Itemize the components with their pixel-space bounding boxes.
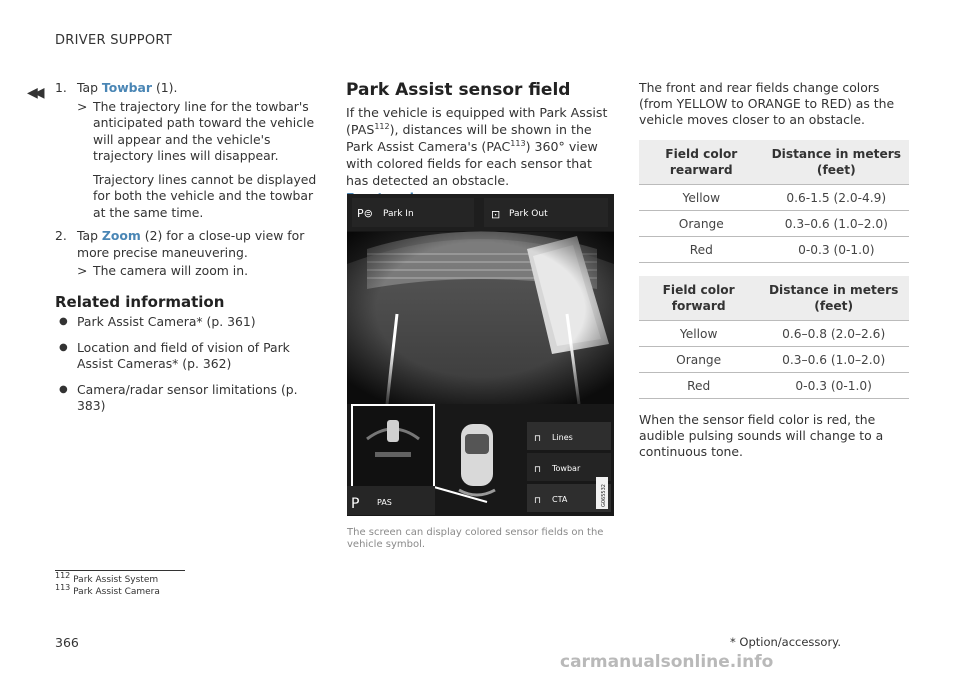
camera-screen-figure — [347, 194, 614, 516]
related-information-heading: Related information — [55, 292, 225, 311]
related-link-park-assist-camera[interactable]: ● Park Assist Camera* (p. 361) — [59, 314, 256, 329]
section-heading: Park Assist sensor field — [346, 80, 571, 100]
intro-paragraph: If the vehicle is equipped with Park Assist (PAS$^{112}$), distances will be shown in the Park Assist Camera's (PAC$^{113}$) 360° view with colored fields for each sensor that has detected an obstacle. — [346, 105, 608, 188]
related-link-sensor-limitations[interactable]: ● Camera/radar sensor limitations (p. 383) — [59, 381, 298, 413]
lines-button: Lines — [552, 433, 573, 442]
table-header: Distance in meters (feet) — [758, 276, 909, 321]
park-in-button: Park In — [383, 209, 414, 219]
middle-column — [346, 80, 616, 205]
pas-button: PAS — [377, 498, 392, 507]
page-number: 366 — [55, 635, 79, 650]
table-row: Red 0-0.3 (0-1.0) — [639, 373, 909, 399]
park-out-button: Park Out — [509, 209, 548, 219]
related-link-location-field-of-vision[interactable]: ● Location and field of vision of Park Assist Cameras* (p. 362) — [59, 339, 290, 371]
step-2: 2. Tap Zoom (2) for a close-up view for more precise maneuvering. > The camera will zoom in. — [55, 228, 323, 280]
left-column — [55, 80, 323, 424]
table-row: Yellow 0.6–0.8 (2.0–2.6) — [639, 321, 909, 347]
table-row: Orange 0.3–0.6 (1.0–2.0) — [639, 347, 909, 373]
towbar-link[interactable]: Towbar — [101, 80, 153, 95]
step-2-result: > The camera will zoom in. — [77, 263, 249, 278]
table-header: Field color rearward — [639, 140, 764, 185]
figure-caption-wrap — [347, 521, 607, 551]
table-row: Yellow 0.6-1.5 (2.0-4.9) — [639, 185, 909, 211]
table-row: Red 0-0.3 (0-1.0) — [639, 237, 909, 263]
figure-code: G065532 — [601, 484, 607, 507]
pas-icon: P — [351, 496, 360, 512]
towbar-button: Towbar — [552, 464, 581, 473]
figure-caption: The screen can display colored sensor fields on the vehicle symbol. — [347, 527, 604, 550]
footnote-112: $^{112}$ Park Assist System — [55, 571, 159, 585]
cta-icon: ⊓ — [534, 496, 542, 506]
right-column — [639, 80, 909, 460]
section-title: DRIVER SUPPORT — [55, 33, 173, 48]
footnote-rule — [55, 570, 185, 571]
table-header: Distance in meters (feet) — [764, 140, 909, 185]
step-1-note: Trajectory lines cannot be displayed for both the vehicle and the towbar at the same time. — [93, 171, 317, 220]
table-row: Orange 0.3–0.6 (1.0–2.0) — [639, 211, 909, 237]
double-left-arrow-icon[interactable]: ◀◀ — [27, 85, 41, 101]
park-out-icon: ⊡ — [491, 208, 501, 221]
cta-button: CTA — [552, 495, 568, 504]
continuous-tone-note: When the sensor field color is red, the audible pulsing sounds will change to a continuous tone. — [639, 412, 884, 459]
forward-distance-table — [639, 276, 909, 399]
option-accessory-note: * Option/accessory. — [730, 635, 841, 649]
rearward-distance-table — [639, 140, 909, 263]
colors-intro: The front and rear fields change colors (from YELLOW to ORANGE to RED) as the vehicle moves closer to an obstacle. — [639, 80, 895, 127]
step-1: 1. Tap Towbar (1). > The trajectory line for the towbar's anticipated path toward the vehicle will appear and the vehicle's trajectory lines will disappear. Trajectory lines cannot be displayed for both the vehicle and the towbar at the same time. — [55, 80, 323, 221]
zoom-link[interactable]: Zoom — [101, 228, 141, 243]
park-in-icon: P⊜ — [357, 207, 373, 220]
table-header: Field color forward — [639, 276, 758, 321]
footnote-113: $^{113}$ Park Assist Camera — [55, 583, 160, 597]
towbar-icon: ⊓ — [534, 465, 542, 475]
watermark: carmanualsonline.info — [560, 652, 774, 672]
lines-icon: ⊓ — [534, 434, 542, 444]
step-1-result: > The trajectory line for the towbar's anticipated path toward the vehicle will appear and the vehicle's trajectory lines will disappear. Trajectory lines cannot be displayed for both the vehicle and the towbar at the same time. — [77, 99, 323, 222]
